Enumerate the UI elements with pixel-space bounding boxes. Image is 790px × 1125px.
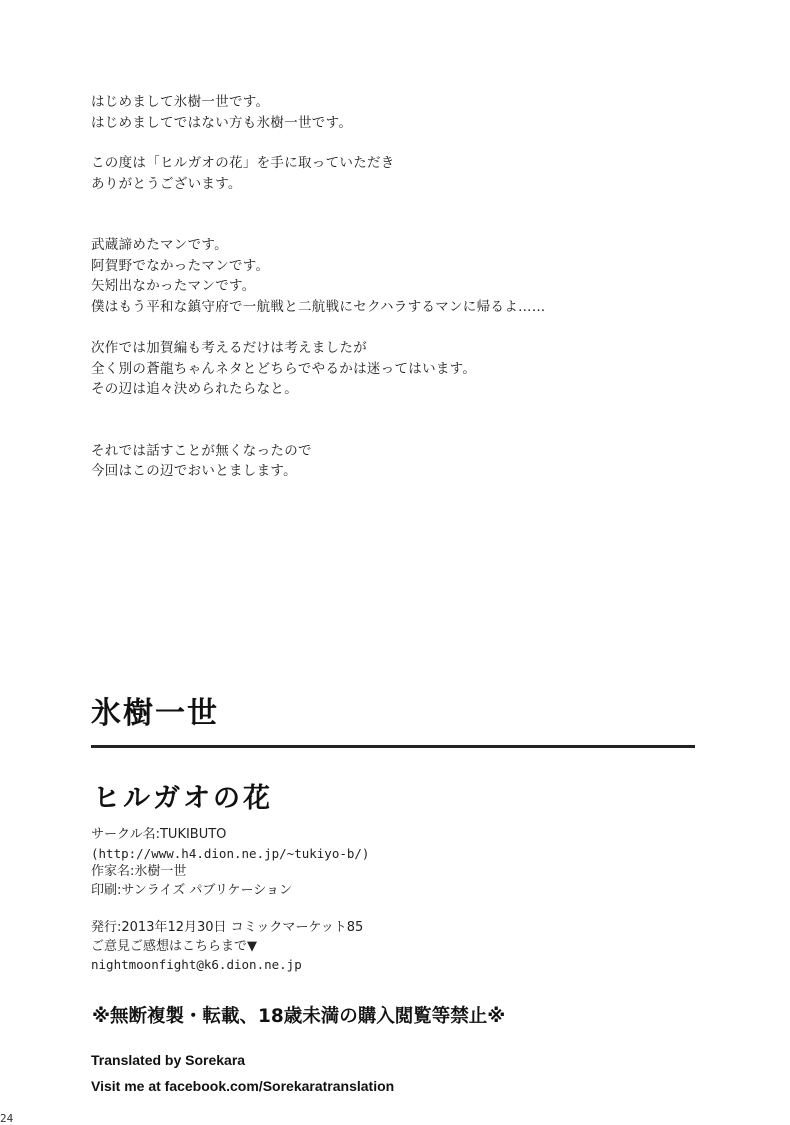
afterword-line: その辺は追々決められたらなと。: [91, 381, 298, 397]
afterword-paragraph: [91, 235, 731, 317]
afterword-line: それでは話すことが無くなったので: [91, 442, 312, 459]
circle-name: サークル名:TUKIBUTO: [91, 827, 227, 842]
release-info: 発行:2013年12月30日 コミックマーケット85: [91, 920, 364, 935]
afterword-line: 全く別の蒼龍ちゃんネタとどちらでやるかは迷ってはいます。: [91, 360, 477, 377]
afterword-line: 今回はこの辺でおいとまします。: [91, 463, 297, 479]
feedback-note: ご意見ご感想はこちらまで▼: [91, 938, 257, 954]
colophon: [91, 826, 731, 975]
afterword-line: はじめましてではない方も氷樹一世です。: [91, 114, 353, 131]
afterword-line: 阿賀野でなかったマンです。: [91, 257, 270, 274]
divider: [91, 745, 695, 748]
afterword-line: この度は「ヒルガオの花」を手に取っていただき: [91, 155, 395, 171]
afterword-line: はじめまして氷樹一世です。: [91, 94, 270, 110]
afterword-line: 次作では加賀編も考えるだけは考えましたが: [91, 340, 367, 356]
afterword-paragraph: [91, 441, 731, 482]
afterword: [91, 92, 731, 482]
printer-credit: 印刷:サンライズ パブリケーション: [91, 882, 293, 898]
author-credit: 作家名:氷樹一世: [91, 864, 187, 879]
author-name: 氷樹一世: [91, 696, 219, 731]
book-title: ヒルガオの花: [93, 783, 273, 814]
circle-url: (http://www.h4.dion.ne.jp/~tukiyo-b/): [91, 845, 370, 861]
afterword-paragraph: [91, 338, 731, 400]
translator-credit: Translated by Sorekara: [91, 1052, 246, 1068]
afterword-line: 武蔵諦めたマンです。: [91, 237, 228, 253]
afterword-line: 矢矧出なかったマンです。: [91, 278, 256, 294]
contact-email: nightmoonfight@k6.dion.ne.jp: [91, 957, 302, 972]
spacer: [91, 900, 731, 919]
prohibition-notice: ※無断複製・転載、18歳未満の購入閲覧等禁止※: [92, 1006, 506, 1027]
afterword-line: ありがとうございます。: [91, 175, 242, 192]
page-number: 24: [0, 1112, 14, 1125]
afterword-line: 僕はもう平和な鎮守府で一航戦と二航戦にセクハラするマンに帰るよ……: [91, 298, 546, 315]
translator-link: Visit me at facebook.com/Sorekaratranslation: [91, 1078, 395, 1094]
afterword-paragraph: [91, 153, 731, 194]
afterword-paragraph: [91, 92, 731, 133]
